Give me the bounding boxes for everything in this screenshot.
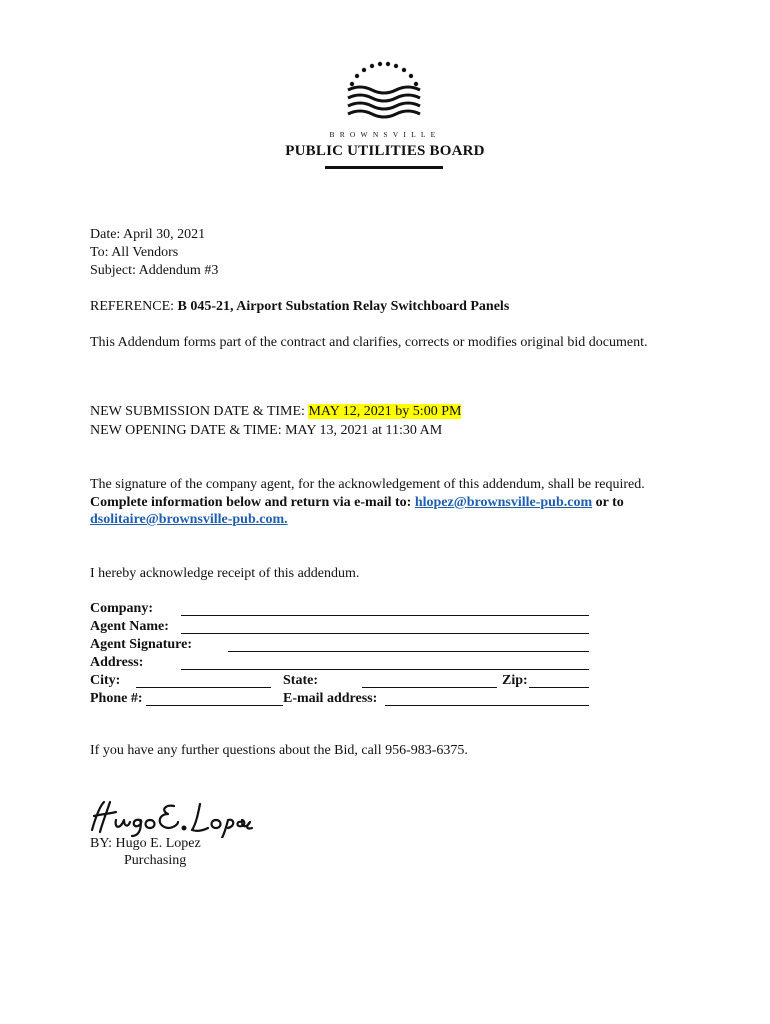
submission-label: NEW SUBMISSION DATE & TIME: — [90, 404, 309, 419]
logo-rule — [325, 166, 443, 169]
submission-line — [90, 404, 461, 420]
logo-org-name: PUBLIC UTILITIES BOARD — [285, 143, 485, 159]
label-city: City: — [90, 673, 121, 688]
submission-value: MAY 12, 2021 by 5:00 PM — [308, 404, 462, 419]
or-to: or to — [592, 495, 624, 510]
acknowledge: I hereby acknowledge receipt of this addendum. — [90, 566, 360, 581]
label-agent-signature: Agent Signature: — [90, 637, 193, 652]
email-link-dsolitaire-text[interactable]: dsolitaire@brownsville-pub.com. — [90, 512, 288, 527]
label-agent-name: Agent Name: — [90, 619, 169, 634]
label-zip: Zip: — [502, 673, 528, 688]
label-phone: Phone #: — [90, 691, 143, 706]
city-field[interactable] — [136, 687, 271, 688]
phone-field[interactable] — [146, 705, 283, 706]
memo-intro: This Addendum forms part of the contract and clarifies, corrects or modifies original bid document. — [90, 335, 648, 350]
memo-to: To: All Vendors — [90, 245, 179, 260]
logo-dots-arc — [350, 62, 418, 86]
company-field[interactable] — [181, 615, 589, 616]
label-address: Address: — [90, 655, 144, 670]
memo-reference — [90, 299, 509, 315]
email-link-dsolitaire[interactable] — [90, 512, 288, 528]
reference-label: REFERENCE: — [90, 299, 178, 314]
memo-date: Date: April 30, 2021 — [90, 227, 206, 242]
agent-name-field[interactable] — [181, 633, 589, 634]
agent-signature-field[interactable] — [228, 651, 589, 652]
memo-subject: Subject: Addendum #3 — [90, 263, 219, 278]
complete-info — [90, 494, 680, 512]
logo-org-small: BROWNSVILLE — [329, 130, 441, 139]
opening-line: NEW OPENING DATE & TIME: MAY 13, 2021 at 11:30 AM — [90, 423, 443, 438]
complete-info-label: Complete information below and return via e-mail to: — [90, 495, 415, 510]
label-email: E-mail address: — [283, 691, 378, 706]
signature-by: BY: Hugo E. Lopez — [90, 836, 201, 851]
signature-title: Purchasing — [124, 853, 187, 868]
label-company: Company: — [90, 601, 154, 616]
label-state: State: — [283, 673, 318, 688]
handwritten-signature — [86, 796, 256, 838]
reference-value: B 045-21, Airport Substation Relay Switchboard Panels — [177, 299, 510, 314]
zip-field[interactable] — [529, 687, 589, 688]
signature-required: The signature of the company agent, for the acknowledgement of this addendum, shall be required. — [90, 477, 645, 492]
state-field[interactable] — [362, 687, 497, 688]
logo-waves — [348, 87, 420, 117]
email-field[interactable] — [385, 705, 589, 706]
questions-note: If you have any further questions about the Bid, call 956-983-6375. — [90, 743, 468, 758]
email-link-hlopez[interactable]: hlopez@brownsville-pub.com — [414, 495, 593, 510]
address-field[interactable] — [181, 669, 589, 670]
